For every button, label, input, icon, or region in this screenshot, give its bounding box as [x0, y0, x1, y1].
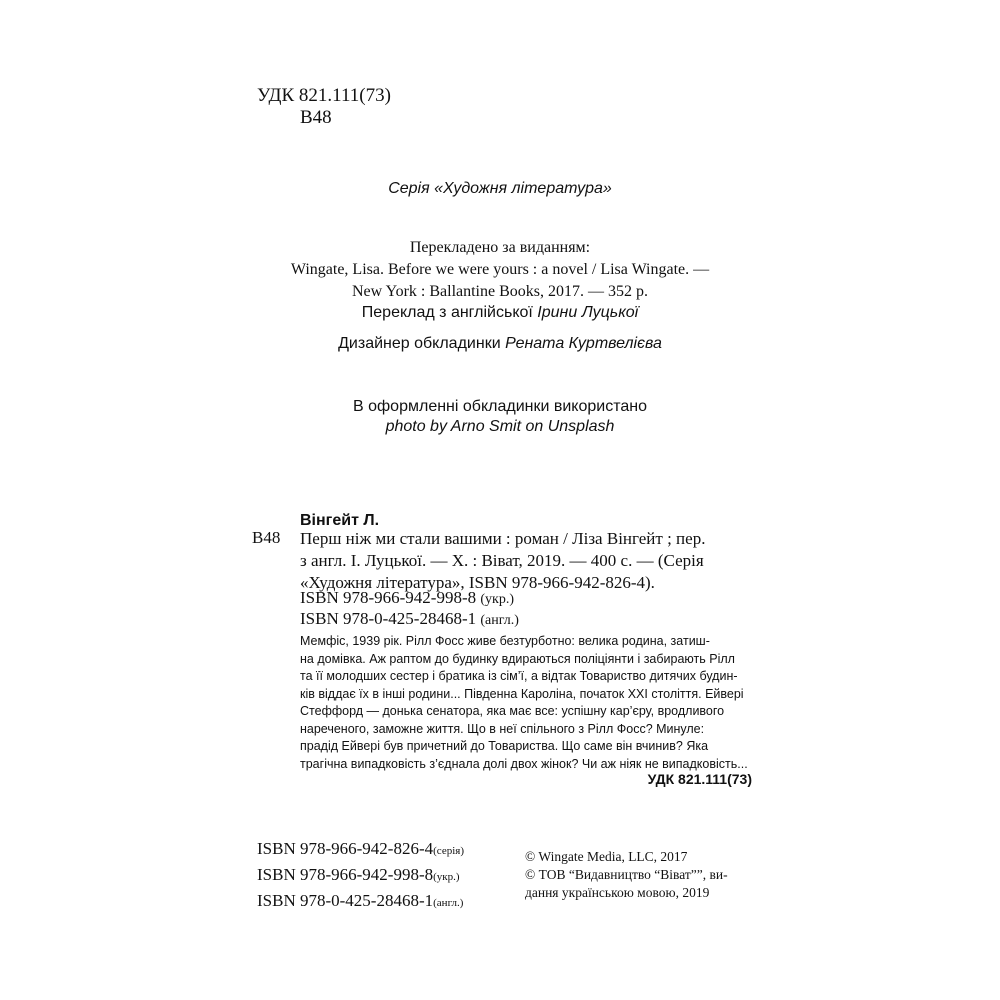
annotation-line: ків віддає їх в інші родини... Південна Кароліна, початок XXI століття. Ейвері [300, 686, 744, 701]
designer-label: Дизайнер обкладинки [338, 335, 506, 352]
card-description-line: з англ. І. Луцької. — Х. : Віват, 2019. — 400 с. — (Серія [300, 551, 704, 570]
isbn-list-item [257, 889, 464, 915]
isbn-list [257, 837, 464, 915]
isbn-number: ISBN 978-0-425-28468-1 [257, 891, 434, 910]
annotation-line: прадід Ейвері був причетний до Товариства. Що саме він вчинив? Яка [300, 739, 709, 753]
isbn-number: ISBN 978-966-942-826-4 [257, 839, 434, 858]
udk-header: УДК 821.111(73) [257, 85, 391, 106]
annotation-line: Стеффорд — донька сенатора, яка має все: успішну кар’єру, вродливого [300, 704, 725, 718]
isbn-note: (англ.) [433, 897, 464, 909]
card-udk: УДК 821.111(73) [647, 771, 752, 787]
copyright-line: © ТОВ “Видавництво “Віват””, ви- [525, 867, 728, 882]
isbn-note: (серія) [433, 845, 464, 857]
card-isbn-number: ISBN 978-0-425-28468-1 [300, 609, 477, 628]
designer-credit [0, 335, 1000, 353]
translator-credit [0, 304, 1000, 322]
copyright-block [525, 848, 728, 902]
card-isbn-eng [300, 609, 519, 629]
author-mark-header: В48 [300, 107, 332, 128]
cover-photo-credit: photo by Arno Smit on Unsplash [385, 418, 615, 435]
card-isbn-number: ISBN 978-966-942-998-8 [300, 588, 477, 607]
annotation-line: та її молодших сестер і братика із сім’ї, а відтак Товариство дитячих будин- [300, 669, 738, 683]
isbn-number: ISBN 978-966-942-998-8 [257, 865, 434, 884]
translator-name: Ірини Луцької [537, 304, 639, 321]
annotation-line: трагічна випадковість з’єднала долі двох жінок? Чи аж ніяк не випадковість... [300, 756, 748, 771]
original-edition-line: Wingate, Lisa. Before we were yours : a novel / Lisa Wingate. — [290, 261, 710, 278]
cover-credit-block [0, 397, 1000, 437]
designer-name: Рената Куртвелієва [505, 335, 662, 352]
series-title: Серія «Художня література» [388, 180, 612, 197]
translated-from-label: Перекладено за виданням: [409, 239, 591, 256]
card-description-line: «Художня література», ISBN 978-966-942-826-4). [300, 573, 655, 592]
card-description-line: Перш ніж ми стали вашими : роман / Ліза Вінгейт ; пер. [300, 529, 706, 548]
card-isbn-ukr [300, 588, 514, 608]
copyright-line: © Wingate Media, LLC, 2017 [525, 849, 688, 864]
card-author-mark: В48 [252, 528, 281, 547]
card-author: Вінгейт Л. [300, 512, 380, 529]
card-isbn-note: (укр.) [480, 592, 515, 607]
isbn-list-item [257, 863, 464, 889]
annotation-line: Мемфіс, 1939 рік. Рілл Фосс живе безтурботно: велика родина, затиш- [300, 634, 710, 648]
annotation-line: нареченого, заможне життя. Що в неї спільного з Рілл Фосс? Минуле: [300, 721, 705, 736]
card-description [300, 528, 752, 594]
translated-from-block [0, 237, 1000, 303]
original-publisher-line: New York : Ballantine Books, 2017. — 352 p. [352, 283, 648, 300]
copyright-line: дання українською мовою, 2019 [525, 885, 710, 900]
card-annotation [300, 633, 752, 773]
translator-label: Переклад з англійської [361, 304, 538, 321]
annotation-line: на домівка. Аж раптом до будинку вдираються поліціянти і забирають Рілл [300, 651, 735, 666]
isbn-list-item [257, 837, 464, 863]
cover-credit-label: В оформленні обкладинки використано [353, 398, 647, 415]
isbn-note: (укр.) [433, 871, 460, 883]
card-isbn-note: (англ.) [480, 613, 519, 628]
